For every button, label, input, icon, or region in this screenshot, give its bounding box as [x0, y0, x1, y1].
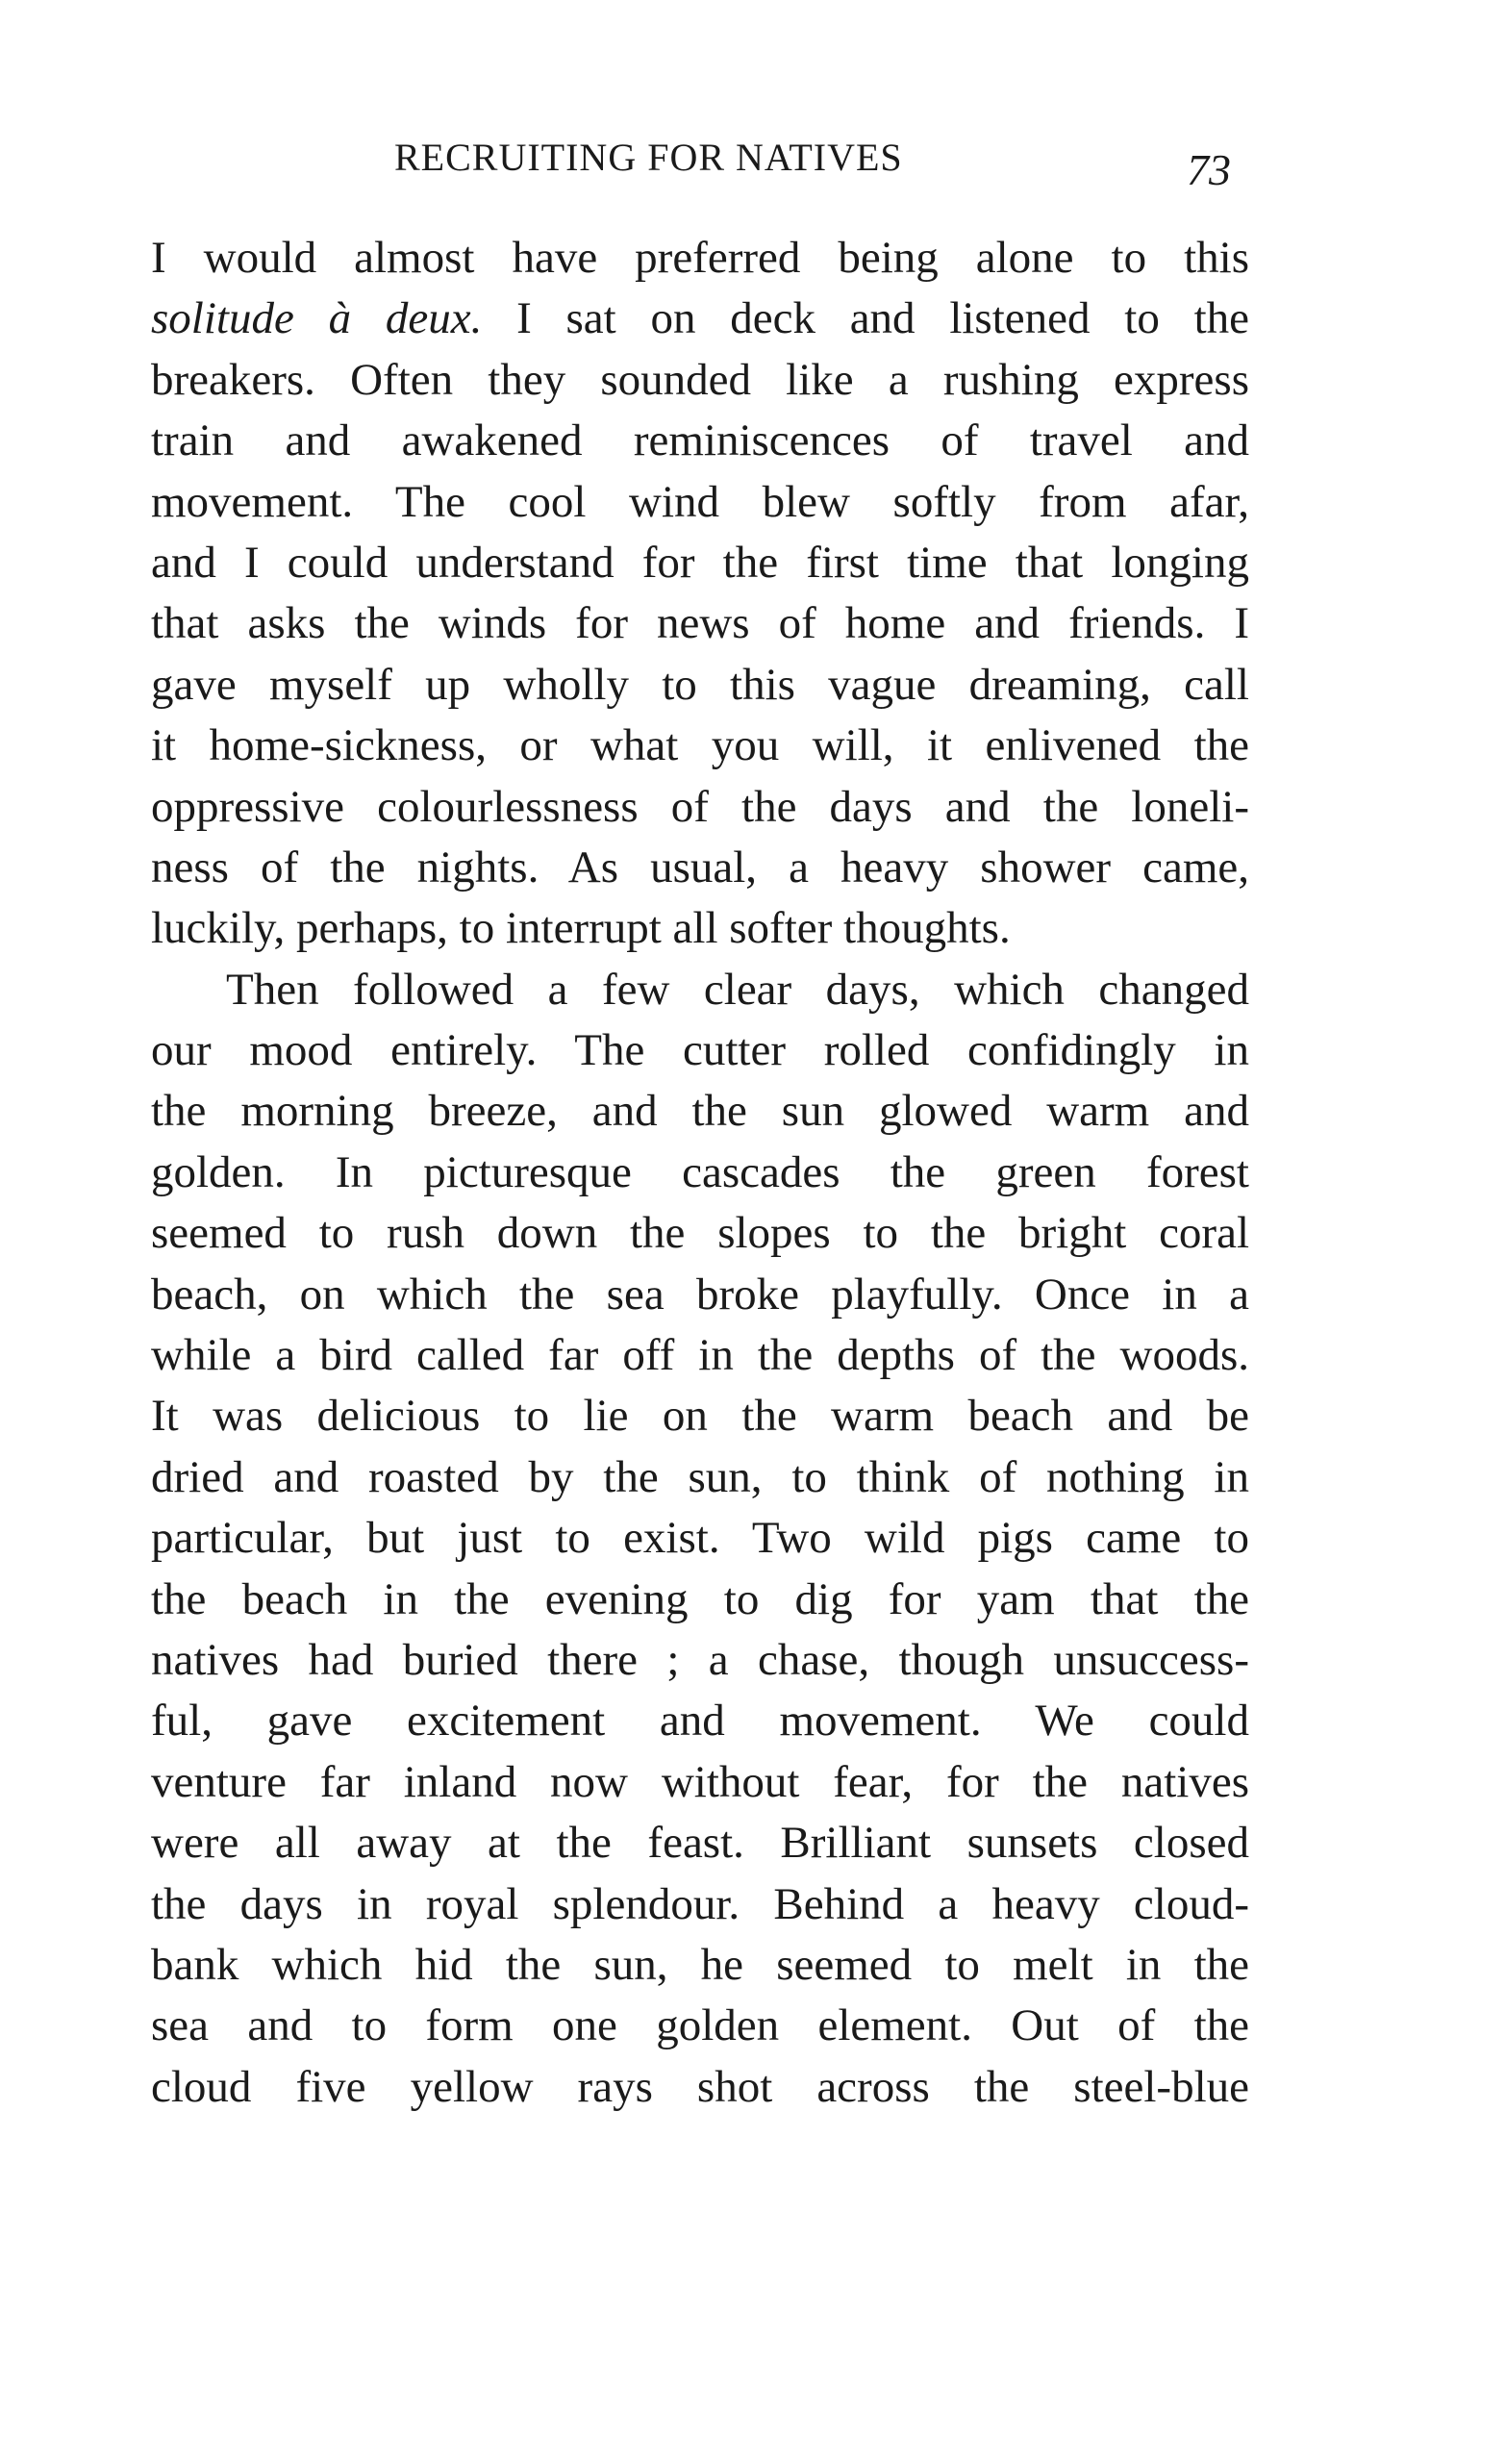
text-line: oppressive colourlessness of the days and the loneli-: [151, 781, 1249, 832]
text-line: golden. In picturesque cascades the green forest: [151, 1146, 1249, 1197]
text-line: particular, but just to exist. Two wild pigs came to: [151, 1513, 1249, 1564]
text-line: I would almost have preferred being alone to this: [151, 233, 1249, 283]
italic-phrase: solitude à deux.: [151, 293, 483, 344]
text-line: movement. The cool wind blew softly from afar,: [151, 476, 1249, 527]
text-line: and I could understand for the first time that longing: [151, 537, 1249, 588]
text-line: It was delicious to lie on the warm beach and be: [151, 1391, 1249, 1442]
text-line: train and awakened reminiscences of travel and: [151, 415, 1249, 466]
text-line: were all away at the feast. Brilliant sunsets closed: [151, 1818, 1249, 1869]
running-head: RECRUITING FOR NATIVES: [394, 136, 903, 179]
text-line: the morning breeze, and the sun glowed warm and: [151, 1086, 1249, 1137]
text-line: breakers. Often they sounded like a rushing express: [151, 354, 1249, 405]
text-line: Then followed a few clear days, which changed: [226, 964, 1249, 1015]
text-line: while a bird called far off in the depths of the woods.: [151, 1330, 1249, 1381]
page-number: 73: [1187, 145, 1231, 194]
text-line: cloud five yellow rays shot across the steel-blue: [151, 2061, 1249, 2112]
text-line: gave myself up wholly to this vague dreaming, call: [151, 659, 1249, 710]
text-line: natives had buried there ; a chase, though unsuccess-: [151, 1634, 1249, 1685]
text-line: seemed to rush down the slopes to the bright coral: [151, 1208, 1249, 1259]
text-line: that asks the winds for news of home and friends. I: [151, 598, 1249, 649]
text-line: dried and roasted by the sun, to think of nothing in: [151, 1451, 1249, 1502]
text-line: the beach in the evening to dig for yam that the: [151, 1573, 1249, 1624]
text-line: luckily, perhaps, to interrupt all softer thoughts.: [151, 903, 1011, 954]
body-text: [151, 228, 1249, 2118]
text-line: our mood entirely. The cutter rolled confidingly in: [151, 1025, 1249, 1076]
text-fragment: I sat on deck and listened to the: [482, 293, 1249, 344]
text-line: ful, gave excitement and movement. We could: [151, 1696, 1249, 1747]
text-line: it home-sickness, or what you will, it enlivened the: [151, 720, 1249, 771]
text-line: ness of the nights. As usual, a heavy shower came,: [151, 842, 1249, 893]
text-line: the days in royal splendour. Behind a heavy cloud-: [151, 1878, 1249, 1929]
text-line: sea and to form one golden element. Out of the: [151, 2000, 1249, 2051]
text-line: venture far inland now without fear, for the natives: [151, 1756, 1249, 1807]
text-line: beach, on which the sea broke playfully. Once in a: [151, 1269, 1249, 1320]
text-line: [151, 289, 1249, 349]
text-line: bank which hid the sun, he seemed to melt in the: [151, 1939, 1249, 1990]
